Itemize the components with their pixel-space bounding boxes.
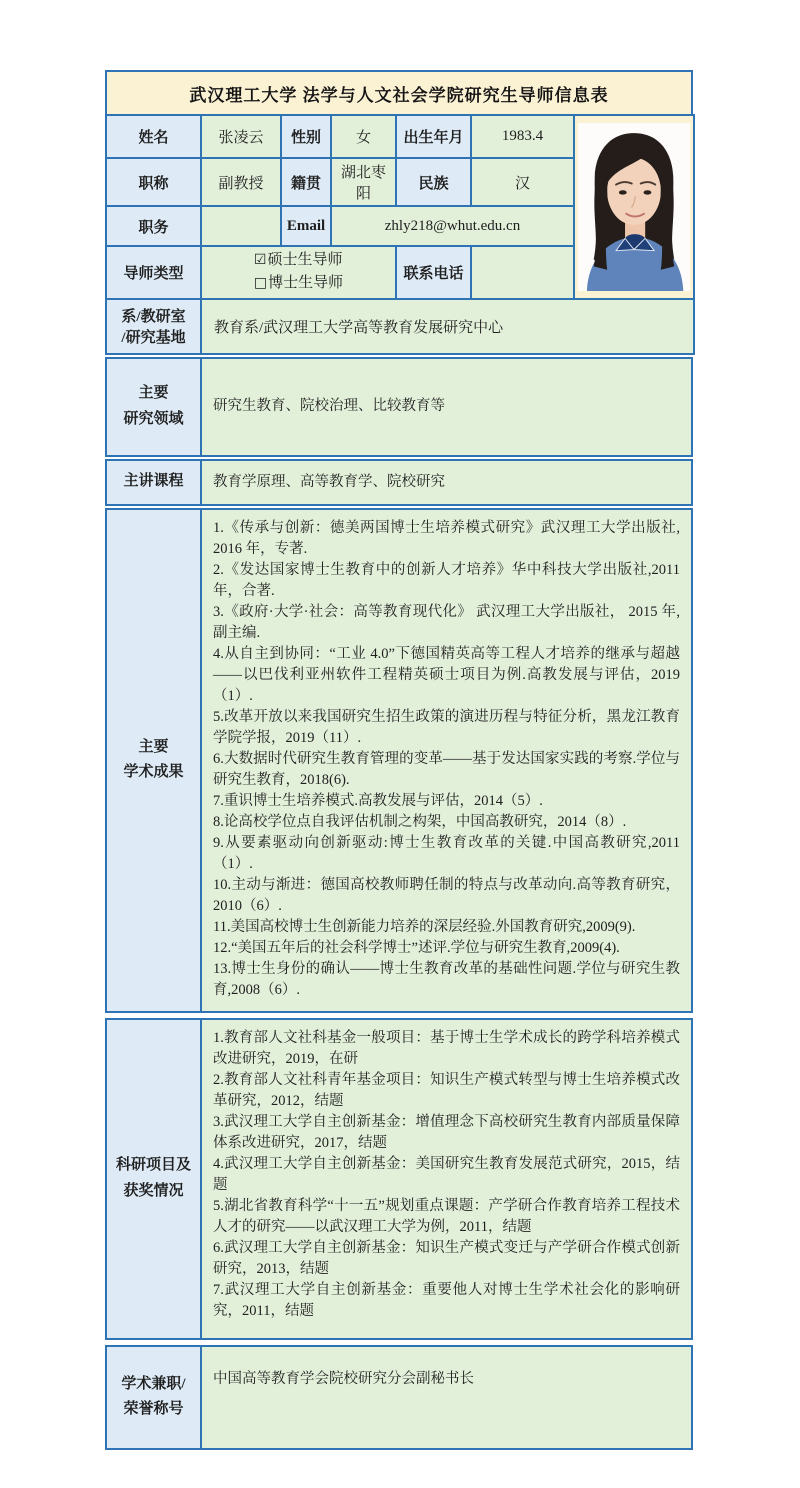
email-label: Email <box>281 206 331 246</box>
hometown-label: 籍贯 <box>281 158 331 206</box>
courses-value: 教育学原理、高等教育学、院校研究 <box>202 461 691 504</box>
name-label: 姓名 <box>106 115 201 158</box>
project-item: 6.武汉理工大学自主创新基金：知识生产模式变迁与产学研合作模式创新研究，2013，结题 <box>213 1239 680 1277</box>
achievement-item: 2.《发达国家博士生教育中的创新人才培养》华中科技大学出版社,2011 年，合著. <box>213 561 680 599</box>
gender-label: 性别 <box>281 115 331 158</box>
gender-value: 女 <box>331 115 396 158</box>
honors-value: 中国高等教育学会院校研究分会副秘书长 <box>202 1347 691 1448</box>
advisor-info-sheet <box>105 70 693 1450</box>
achievements-list <box>202 510 691 1011</box>
achievement-item: 3.《政府·大学·社会：高等教育现代化》 武汉理工大学出版社， 2015 年,副主编. <box>213 603 680 641</box>
birth-label: 出生年月 <box>396 115 471 158</box>
position-label: 职务 <box>106 206 201 246</box>
portrait-photo-image <box>578 123 690 291</box>
achievements-label: 主要 学术成果 <box>107 510 202 1011</box>
mentor-option-master <box>254 249 343 272</box>
project-item: 1.教育部人文社科基金一般项目：基于博士生学术成长的跨学科培养模式改进研究，2019，在研 <box>213 1029 680 1067</box>
research-areas-label: 主要 研究领域 <box>107 359 202 455</box>
achievement-item: 13.博士生身份的确认——博士生教育改革的基础性问题.学位与研究生教育,2008（6）. <box>213 960 680 998</box>
personal-info-table <box>105 114 695 355</box>
project-item: 2.教育部人文社科青年基金项目：知识生产模式转型与博士生培养模式改革研究，2012，结题 <box>213 1071 680 1109</box>
portrait-illustration <box>578 123 690 291</box>
achievement-item: 6.大数据时代研究生教育管理的变革——基于发达国家实践的考察.学位与研究生教育，2018(6). <box>213 750 680 788</box>
phone-label: 联系电话 <box>396 246 471 299</box>
achievement-item: 9.从要素驱动向创新驱动:博士生教育改革的关键.中国高教研究,2011（1）. <box>213 834 680 872</box>
achievement-item: 7.重识博士生培养模式.高教发展与评估，2014（5）. <box>213 792 543 809</box>
achievement-item: 12.“美国五年后的社会科学博士”述评.学位与研究生教育,2009(4). <box>213 939 620 956</box>
birth-value: 1983.4 <box>471 115 574 158</box>
email-value: zhly218@whut.edu.cn <box>331 206 574 246</box>
achievement-item: 10.主动与渐进：德国高校教师聘任制的特点与改革动向.高等教育研究，2010（6）. <box>213 876 680 914</box>
mentor-option-master-label: 硕士生导师 <box>267 252 343 268</box>
project-item: 4.武汉理工大学自主创新基金：美国研究生教育发展范式研究，2015，结题 <box>213 1155 680 1193</box>
project-item: 5.湖北省教育科学“十一五”规划重点课题：产学研合作教育培养工程技术人才的研究——以武汉理工大学为例，2011，结题 <box>213 1197 680 1235</box>
honors-section <box>105 1345 693 1450</box>
projects-list <box>202 1020 691 1338</box>
achievement-item: 1.《传承与创新：德美两国博士生培养模式研究》武汉理工大学出版社, 2016 年，专著. <box>213 519 680 557</box>
department-label: 系/教研室 /研究基地 <box>106 299 201 354</box>
achievements-section <box>105 508 693 1013</box>
department-value: 教育系/武汉理工大学高等教育发展研究中心 <box>201 299 694 354</box>
courses-section <box>105 459 693 506</box>
project-item: 7.武汉理工大学自主创新基金：重要他人对博士生学术社会化的影响研究，2011，结题 <box>213 1281 680 1319</box>
prof-title-value: 副教授 <box>201 158 281 206</box>
prof-title-label: 职称 <box>106 158 201 206</box>
portrait-photo <box>574 115 694 299</box>
name-value: 张凌云 <box>201 115 281 158</box>
research-areas-section <box>105 357 693 457</box>
ethnic-value: 汉 <box>471 158 574 206</box>
mentor-option-doctor <box>254 272 343 295</box>
position-value <box>201 206 281 246</box>
projects-section <box>105 1018 693 1340</box>
checkbox-unchecked-icon: □ <box>253 275 268 292</box>
hometown-value: 湖北枣阳 <box>331 158 396 206</box>
ethnic-label: 民族 <box>396 158 471 206</box>
projects-label: 科研项目及 获奖情况 <box>107 1020 202 1338</box>
honors-label: 学术兼职/ 荣誉称号 <box>107 1347 202 1448</box>
achievement-item: 8.论高校学位点自我评估机制之构架，中国高教研究，2014（8）. <box>213 813 627 830</box>
mentor-type-options <box>254 249 343 296</box>
achievement-item: 5.改革开放以来我国研究生招生政策的演进历程与特征分析，黑龙江教育学院学报，2019（11）. <box>213 708 680 746</box>
achievement-item: 11.美国高校博士生创新能力培养的深层经验.外国教育研究,2009(9). <box>213 918 636 935</box>
achievement-item: 4.从自主到协同：“工业 4.0”下德国精英高等工程人才培养的继承与超越——以巴伐利亚州软件工程精英硕士项目为例.高教发展与评估，2019（1）. <box>213 645 680 704</box>
project-item: 3.武汉理工大学自主创新基金：增值理念下高校研究生教育内部质量保障体系改进研究，2017，结题 <box>213 1113 680 1151</box>
mentor-option-doctor-label: 博士生导师 <box>268 275 344 292</box>
mentor-type-value <box>201 246 396 299</box>
sheet-title: 武汉理工大学 法学与人文社会学院研究生导师信息表 <box>105 70 693 116</box>
checkbox-checked-icon: ☑ <box>253 252 267 268</box>
courses-label: 主讲课程 <box>107 461 202 504</box>
research-areas-value: 研究生教育、院校治理、比较教育等 <box>202 359 691 455</box>
phone-value <box>471 246 574 299</box>
mentor-type-label: 导师类型 <box>106 246 201 299</box>
